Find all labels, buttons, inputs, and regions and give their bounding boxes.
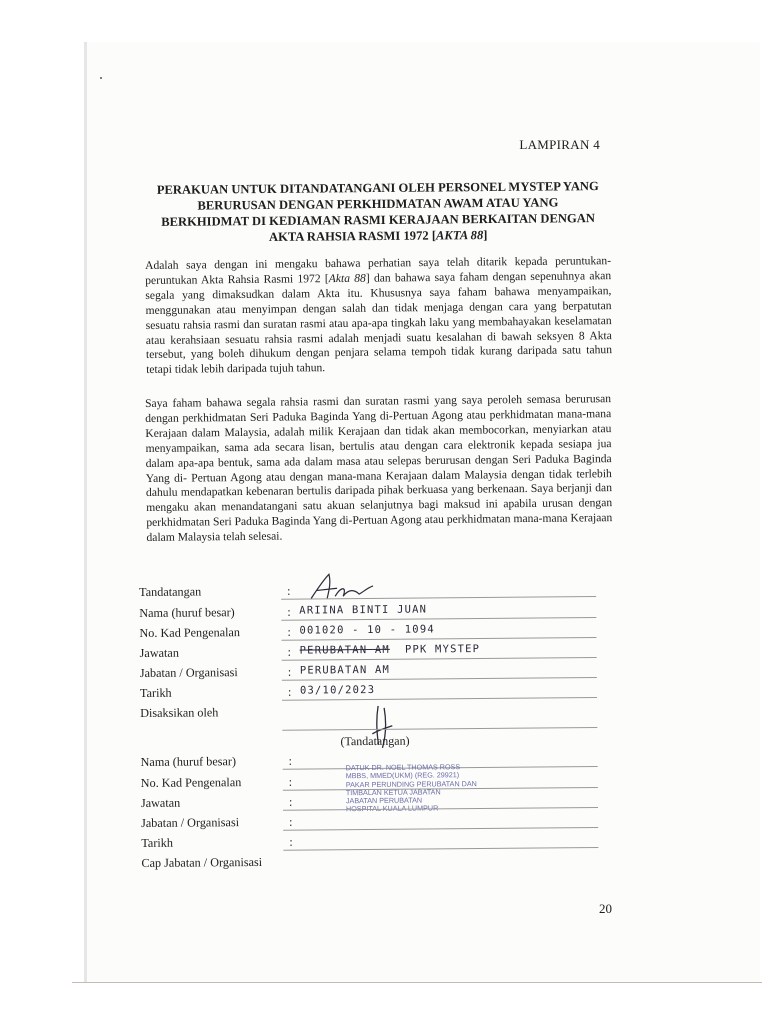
ic-line <box>282 637 597 641</box>
title-line-4-suffix: ] <box>483 228 488 243</box>
colon: : <box>288 753 292 768</box>
witness-label-ic: No. Kad Pengenalan <box>140 775 242 790</box>
colon: : <box>289 814 293 829</box>
paragraph-undertaking: Saya faham bahawa segala rahsia rasmi dan suratan rasmi yang saya peroleh semasa berurusan dengan perkhidmatan Seri Paduka Baginda Yang di-Pertuan Agong atau perkhidmatan mana-mana Kerajaan dalam Malaysia, adalah milik Kerajaan dan tidak akan membocorkan, menyiarkan atau menyampaikan, sama ada secara lisan, bertulis atau dengan cara elektronik kepada sesiapa jua dalam apa-apa bentuk, sama ada dalam masa atau selepas berurusan dengan Seri Paduka Baginda Yang di- Pertuan Agong atau dengan mana-mana Kerajaan dalam Malaysia dengan tidak terlebih dahulu mendapatkan kebenaran bertulis daripada pihak berkuasa yang berkenaan. Saya berjanji dan mengaku akan menandatangani satu akuan selanjutnya bagi maksud ini apabila urusan dengan perkhidmatan Seri Paduka Baginda Yang di-Pertuan Agong atau perkhidmatan mana-mana Kerajaan dalam Malaysia telah selesai. <box>145 392 613 545</box>
scan-speck <box>100 77 102 79</box>
paragraph-acknowledgement <box>145 254 612 378</box>
colon: : <box>287 684 292 699</box>
stamp-line: HOSPITAL KUALA LUMPUR <box>345 803 439 814</box>
stamp-line: DATUK DR. NOEL THOMAS ROSS <box>345 762 461 773</box>
page-number: 20 <box>599 901 612 916</box>
title-act-number: AKTA 88 <box>435 228 484 243</box>
department-line <box>282 677 597 681</box>
p1-part-b: ] dan bahawa saya faham dengan sepenuhnya akan segala yang dimaksudkan dalam Akta itu. Khususnya saya faham bahawa menyampaikan, menggunakan atau menyimpan dengan salah dan tidak menjaga dengan cara yang berpatutan sesuatu rahsia rasmi dan suratan rasmi atau apa-apa tingkah laku yang membahayakan keselamatan atau kerahsiaan sesuatu rahsia rasmi adalah menjadi suatu kesalahan di bawah seksyen 8 Akta tersebut, yang boleh dihukum dengan penjara selama tempoh tidak kurang daripada satu tahun tetapi tidak lebih daripada tujuh tahun. <box>145 269 613 377</box>
declaration-form <box>139 576 602 890</box>
declarant-department: PERUBATAN AM <box>299 663 391 677</box>
colon: : <box>287 664 292 679</box>
declarant-name: ARIINA BINTI JUAN <box>299 603 428 617</box>
stamp-line: TIMBALAN KETUA JABATAN <box>345 787 441 798</box>
label-ic: No. Kad Pengenalan <box>139 625 241 640</box>
document-title <box>148 178 609 246</box>
witness-label-date: Tarikh <box>141 835 173 850</box>
colon: : <box>287 583 291 598</box>
witness-label-position: Jawatan <box>140 795 181 810</box>
title-line-1: PERAKUAN UNTUK DITANDATANGANI OLEH PERSONEL MYSTEP YANG <box>156 179 599 197</box>
witness-label-department: Jabatan / Organisasi <box>141 815 240 830</box>
colon: : <box>287 624 291 639</box>
witness-department-line <box>283 827 598 831</box>
stamp-line: PAKAR PERUNDING PERUBATAN DAN <box>345 778 477 789</box>
label-date: Tarikh <box>139 685 172 700</box>
title-line-3: BERKHIDMAT DI KEDIAMAN RASMI KERAJAAN BERKAITAN DENGAN <box>161 211 596 229</box>
colon: : <box>287 604 291 619</box>
label-witnessed-by: Disaksikan oleh <box>140 705 219 720</box>
stamp-line: MBBS, MMED(UKM) (REG. 29921) <box>345 770 460 781</box>
date-line <box>282 697 597 701</box>
p1-part-a: Adalah saya dengan ini mengaku bahawa perhatian saya telah ditarik kepada peruntukan-peruntukan Akta Rahsia Rasmi 1972 [ <box>145 254 612 287</box>
position-line <box>282 657 597 661</box>
declarant-date: 03/10/2023 <box>299 683 376 697</box>
declarant-position <box>300 643 481 657</box>
p1-act-ref: Akta 88 <box>328 271 366 285</box>
witness-label-stamp: Cap Jabatan / Organisasi <box>141 854 263 870</box>
colon: : <box>288 774 293 789</box>
declarant-ic: 001020 - 10 - 1094 <box>299 623 435 637</box>
colon: : <box>289 834 293 849</box>
page-edge-shadow <box>84 42 87 982</box>
label-position: Jawatan <box>139 645 179 660</box>
stamp-line: JABATAN PERUBATAN <box>345 795 423 806</box>
position-struck-out: PERUBATAN AM <box>299 643 390 657</box>
position-corrected: PPK MYSTEP <box>404 643 481 656</box>
label-signature: Tandatangan <box>139 584 202 599</box>
witness-signature-line <box>282 727 597 731</box>
witness-signature-caption: (Tandatangan) <box>340 733 410 749</box>
label-name: Nama (huruf besar) <box>139 605 235 620</box>
label-department: Jabatan / Organisasi <box>139 665 238 680</box>
colon: : <box>288 794 293 809</box>
witness-label-name: Nama (huruf besar) <box>140 754 237 769</box>
appendix-label: LAMPIRAN 4 <box>519 137 600 152</box>
title-line-4-prefix: AKTA RAHSIA RASMI 1972 [ <box>268 228 437 244</box>
witness-date-line <box>283 847 598 851</box>
colon: : <box>287 644 292 659</box>
page-bottom-edge <box>72 982 762 983</box>
declarant-signature <box>307 572 377 605</box>
name-line <box>281 617 596 621</box>
title-line-2: BERURUSAN DENGAN PERKHIDMATAN AWAM ATAU YANG <box>197 195 559 213</box>
